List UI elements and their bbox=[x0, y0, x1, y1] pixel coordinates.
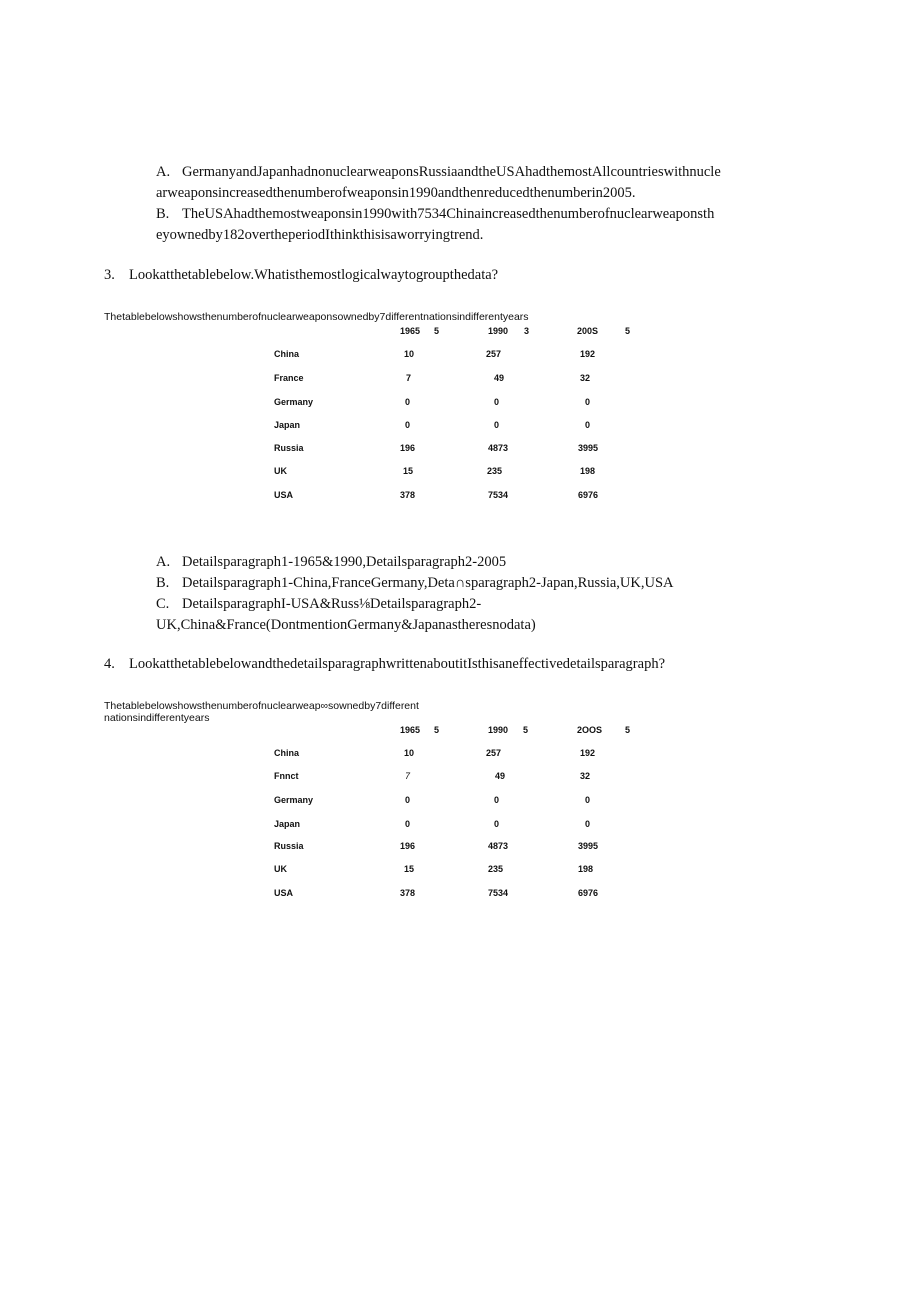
table-cell: 0 bbox=[585, 819, 591, 829]
option-text: Detailsparagraph1-1965&1990,Detailsparagraph2-2005 bbox=[182, 554, 507, 570]
table-cell: Russia bbox=[274, 841, 304, 851]
q3-option-c-continued bbox=[156, 615, 816, 636]
table-header: 1965 bbox=[400, 326, 421, 336]
table-cell: 6976 bbox=[578, 490, 599, 500]
question-text: Lookatthetablebelow.Whatisthemostlogicalwaytogroupthedata? bbox=[129, 267, 499, 283]
q2-option-a bbox=[156, 162, 816, 183]
table-cell: 0 bbox=[585, 795, 591, 805]
table-cell: 257 bbox=[486, 349, 502, 359]
q2-option-b bbox=[156, 204, 816, 225]
option-text: arweaponsincreasedthenumberofweaponsin1990andthenreducedthenumberin2005. bbox=[156, 185, 636, 201]
option-text: eyownedby182overtheperiodIthinkthisisaworryingtrend. bbox=[156, 227, 484, 243]
table-header: 5 bbox=[434, 725, 440, 735]
table-cell: 198 bbox=[578, 864, 594, 874]
table-cell: 10 bbox=[404, 748, 415, 758]
table-header: 1990 bbox=[488, 725, 509, 735]
option-letter: A. bbox=[156, 164, 171, 180]
option-text: UK,China&France(DontmentionGermany&Japanastheresnodata) bbox=[156, 617, 536, 633]
table-cell: 4873 bbox=[488, 841, 509, 851]
table-cell: 0 bbox=[405, 397, 411, 407]
table-cell: 4873 bbox=[488, 443, 509, 453]
option-letter: B. bbox=[156, 206, 170, 222]
table-cell: USA bbox=[274, 888, 294, 898]
table-header: 5 bbox=[434, 326, 440, 336]
table-caption bbox=[104, 700, 419, 724]
table-cell: 3995 bbox=[578, 443, 599, 453]
table-header: 2OOS bbox=[577, 725, 603, 735]
caption-line: Thetablebelowshowsthenumberofnuclearweaponsownedby7differentnationsindifferentyears bbox=[104, 311, 529, 323]
table-cell: 378 bbox=[400, 490, 416, 500]
table-header: 200S bbox=[577, 326, 599, 336]
table-cell: 198 bbox=[580, 466, 596, 476]
question-number: 3. bbox=[104, 267, 115, 283]
table-cell: 32 bbox=[580, 771, 591, 781]
table-cell: Russia bbox=[274, 443, 304, 453]
table-cell: Fnnct bbox=[274, 771, 299, 781]
table-cell: 0 bbox=[494, 420, 500, 430]
table-cell: 0 bbox=[405, 819, 411, 829]
table-cell: 3995 bbox=[578, 841, 599, 851]
table-cell: 0 bbox=[494, 819, 500, 829]
table-cell: 0 bbox=[494, 795, 500, 805]
caption-line: nationsindifferentyears bbox=[104, 712, 210, 724]
table-header: 3 bbox=[524, 326, 530, 336]
table-cell: Japan bbox=[274, 819, 301, 829]
table-cell: UK bbox=[274, 864, 287, 874]
table-cell: 378 bbox=[400, 888, 416, 898]
table-cell: China bbox=[274, 349, 300, 359]
table-cell: 0 bbox=[405, 795, 411, 805]
option-letter: C. bbox=[156, 596, 170, 612]
option-text: Detailsparagraph1-China,FranceGermany,Deta∩sparagraph2-Japan,Russia,UK,USA bbox=[182, 575, 674, 591]
option-text: DetailsparagraphI-USA&Russ⅛Detailsparagraph2- bbox=[182, 596, 482, 612]
table-cell: 49 bbox=[494, 373, 505, 383]
caption-line: Thetablebelowshowsthenumberofnuclearweap∞sownedby7different bbox=[104, 700, 419, 712]
option-text: TheUSAhadthemostweaponsin1990with7534Chinaincreasedthenumberofnuclearweaponsth bbox=[182, 206, 715, 222]
table-cell: 196 bbox=[400, 443, 416, 453]
table-cell: China bbox=[274, 748, 300, 758]
table-cell: 0 bbox=[494, 397, 500, 407]
table-cell: 235 bbox=[488, 864, 504, 874]
table-cell: 235 bbox=[487, 466, 503, 476]
option-text: GermanyandJapanhadnonuclearweaponsRussiaandtheUSAhadthemostAllcountrieswithnucle bbox=[182, 164, 721, 180]
table-cell: 7 bbox=[406, 373, 412, 383]
q3-option-c bbox=[156, 594, 816, 615]
table-cell: France bbox=[274, 373, 304, 383]
table-cell: 15 bbox=[404, 864, 415, 874]
table-cell: 0 bbox=[585, 397, 591, 407]
question-number: 4. bbox=[104, 656, 115, 672]
table-cell: 196 bbox=[400, 841, 416, 851]
question-3 bbox=[104, 265, 498, 286]
option-letter: A. bbox=[156, 554, 171, 570]
table-header: 5 bbox=[625, 725, 631, 735]
table-cell: USA bbox=[274, 490, 294, 500]
q2-option-b-continued bbox=[156, 225, 816, 246]
table-header: 5 bbox=[523, 725, 529, 735]
question-text: LookatthetablebelowandthedetailsparagraphwrittenaboutitIsthisaneffectivedetailsparagraph? bbox=[129, 656, 666, 672]
table-cell: 7534 bbox=[488, 888, 509, 898]
table-cell: Japan bbox=[274, 420, 301, 430]
question-4 bbox=[104, 654, 665, 675]
table-cell: 32 bbox=[580, 373, 591, 383]
table-cell: UK bbox=[274, 466, 287, 476]
table-cell: 6976 bbox=[578, 888, 599, 898]
table-cell: 257 bbox=[486, 748, 502, 758]
table-cell: 7534 bbox=[488, 490, 509, 500]
table-cell: Germany bbox=[274, 795, 314, 805]
table-header: 1990 bbox=[488, 326, 509, 336]
table-cell: 0 bbox=[585, 420, 591, 430]
table-cell: 7 bbox=[405, 771, 411, 781]
table-cell: 192 bbox=[580, 748, 596, 758]
table-cell: 49 bbox=[495, 771, 506, 781]
table-cell: Germany bbox=[274, 397, 314, 407]
table-cell: 0 bbox=[405, 420, 411, 430]
option-letter: B. bbox=[156, 575, 170, 591]
table-caption bbox=[104, 311, 529, 323]
table-header: 5 bbox=[625, 326, 631, 336]
table-cell: 192 bbox=[580, 349, 596, 359]
table-header: 1965 bbox=[400, 725, 421, 735]
q3-option-a bbox=[156, 552, 816, 573]
q3-option-b bbox=[156, 573, 816, 594]
table-cell: 10 bbox=[404, 349, 415, 359]
q2-option-a-continued bbox=[156, 183, 816, 204]
table-cell: 15 bbox=[403, 466, 414, 476]
